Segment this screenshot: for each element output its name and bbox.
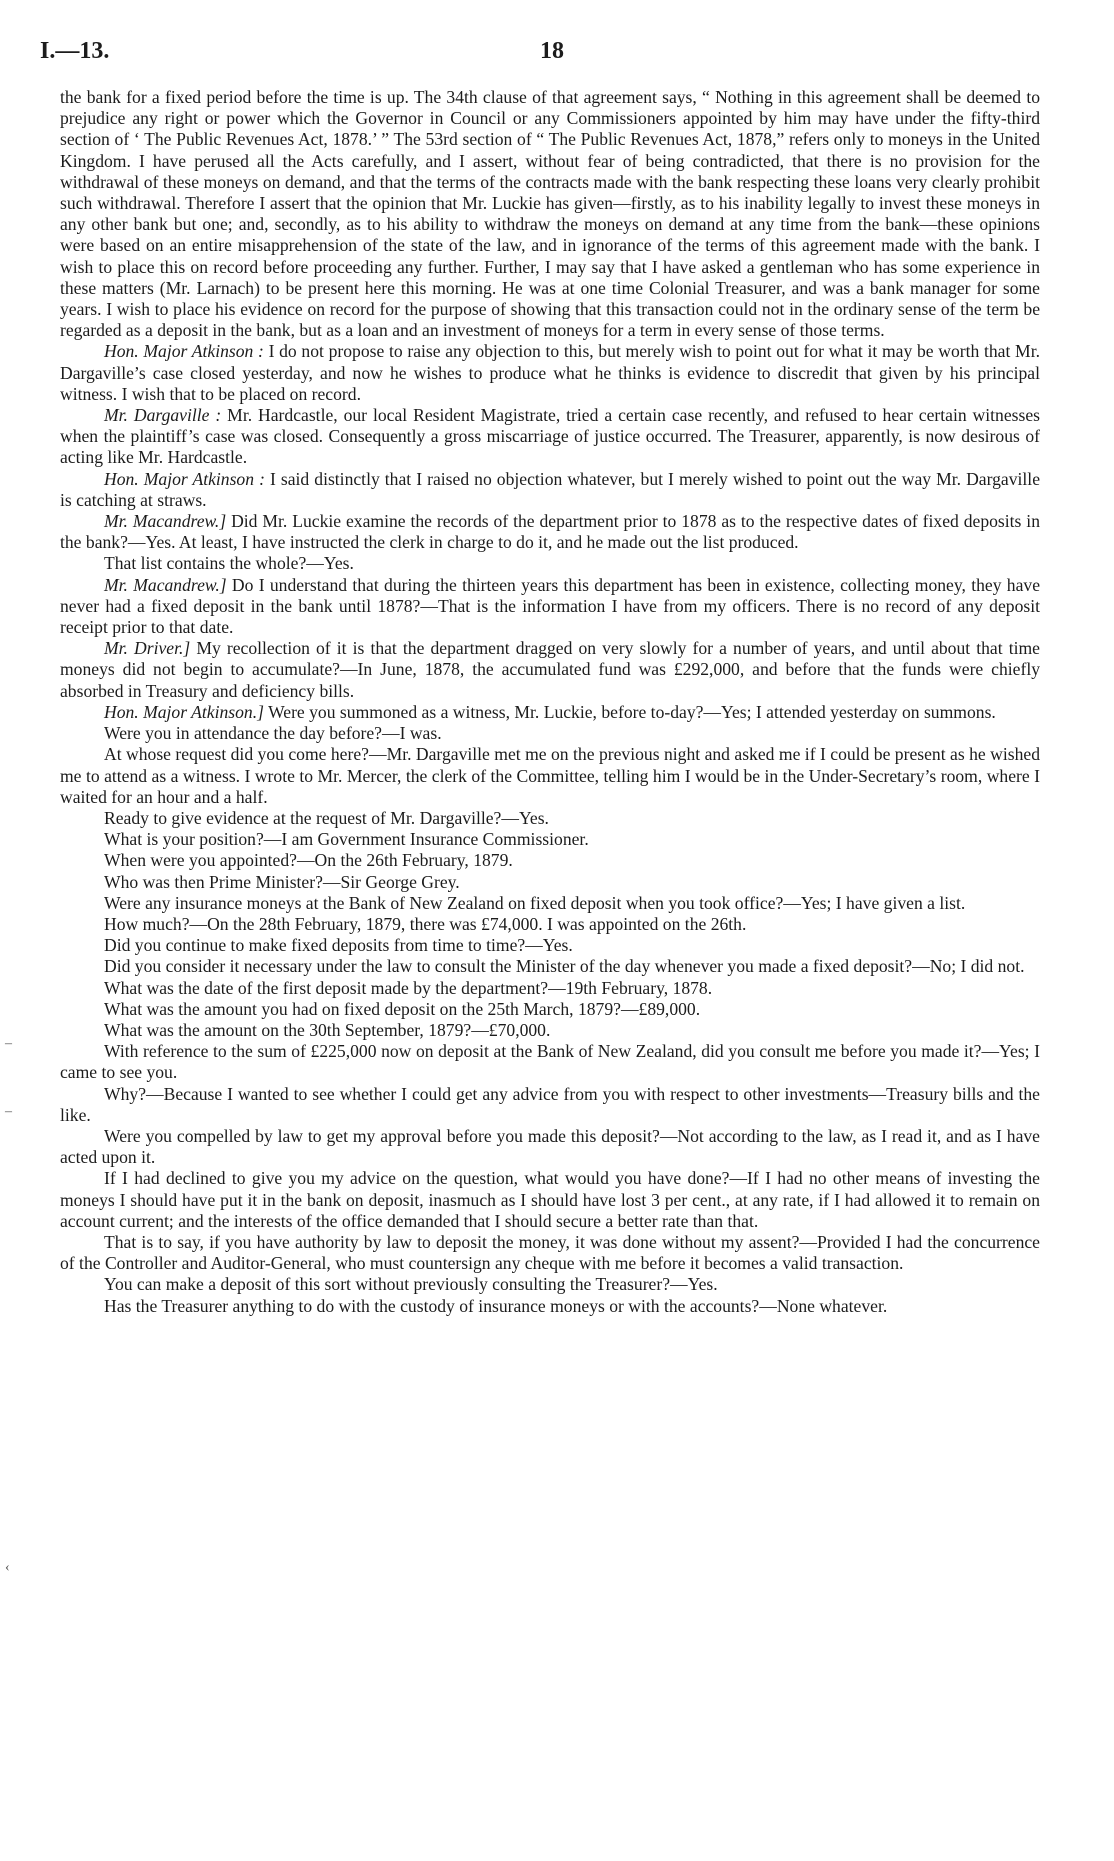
paper-reference: I.—13. [40, 38, 110, 64]
paragraph [60, 575, 1040, 639]
paragraph [60, 893, 1040, 914]
paragraph-text: With reference to the sum of £225,000 now on deposit at the Bank of New Zealand, did you consult me before you made it?—Yes; I came to see you. [60, 1041, 1040, 1083]
speaker: Mr. Driver.] [104, 638, 191, 659]
speaker: Mr. Dargaville : [104, 405, 222, 426]
document-body [60, 87, 1040, 1317]
paragraph-text: Mr. Hardcastle, our local Resident Magistrate, tried a certain case recently, and refused to hear certain witnesses when the plaintiff’s case was closed. Consequently a gross miscarriage of justice occurred. The Treasurer, apparently, is now desirous of acting like Mr. Hardcastle. [60, 405, 1040, 468]
margin-mark: ‒ [5, 1104, 12, 1119]
paragraph [60, 553, 1040, 574]
paragraph-text: I said distinctly that I raised no objection whatever, but I merely wished to point out the way Mr. Dargaville is catching at straws. [60, 468, 1040, 510]
speaker: Hon. Major Atkinson : [104, 468, 265, 489]
paragraph-text: Who was then Prime Minister?—Sir George Grey. [104, 871, 460, 892]
paragraph [60, 914, 1040, 935]
paragraph [60, 1168, 1040, 1232]
paragraph [60, 744, 1040, 808]
paragraph [60, 405, 1040, 469]
paragraph-text: What is your position?—I am Government Insurance Commissioner. [104, 829, 589, 850]
paragraph-text: That list contains the whole?—Yes. [104, 553, 354, 574]
paragraph [60, 341, 1040, 405]
paragraph-text: Did Mr. Luckie examine the records of the department prior to 1878 as to the respective dates of fixed deposits in the bank?—Yes. At least, I have instructed the clerk in charge to do it, and he made out the list produced. [60, 511, 1040, 553]
page-number: 18 [540, 38, 564, 64]
paragraph [60, 956, 1040, 977]
paragraph-text: How much?—On the 28th February, 1879, there was £74,000. I was appointed on the 26th. [104, 913, 747, 934]
speaker: Hon. Major Atkinson.] [104, 701, 264, 722]
paragraph [60, 702, 1040, 723]
paragraph [60, 1126, 1040, 1168]
paragraph-text: I do not propose to raise any objection to this, but merely wish to point out for what it may be worth that Mr. Dargaville’s case closed yesterday, and now he wishes to produce what he thinks is evidence to discredit that given by his principal witness. I wish that to be placed on record. [60, 341, 1040, 404]
speaker: Mr. Macandrew.] [104, 511, 227, 532]
paragraph-text: My recollection of it is that the department dragged on very slowly for a number of years, and until about that time moneys did not begin to accumulate?—In June, 1878, the accumulated fund was £292,000, and before that the funds were chiefly absorbed in Treasury and deficiency bills. [60, 638, 1040, 701]
margin-mark: ‒ [5, 1036, 12, 1051]
page-header [40, 38, 1048, 70]
paragraph [60, 1084, 1040, 1126]
paragraph-text: Has the Treasurer anything to do with the custody of insurance moneys or with the accounts?—None whatever. [104, 1295, 888, 1316]
paragraph [60, 1296, 1040, 1317]
speaker: Hon. Major Atkinson : [104, 341, 264, 362]
paragraph [60, 1274, 1040, 1295]
paragraph [60, 808, 1040, 829]
paragraph-text: That is to say, if you have authority by law to deposit the money, it was done without my assent?—Provided I had the concurrence of the Controller and Auditor-General, who must countersign any cheque with me before it becomes a valid transaction. [60, 1231, 1040, 1274]
paragraph-text: What was the amount on the 30th September, 1879?—£70,000. [104, 1019, 551, 1040]
paragraph-text: What was the date of the first deposit made by the department?—19th February, 1878. [104, 977, 713, 998]
paragraph-text: the bank for a fixed period before the time is up. The 34th clause of that agreement says, “ Nothing in this agreement shall be deemed to prejudice any right or power which the Governor in Council or any Commissioners appointed by him may have under the fifty-third section of ‘ The Public Revenues Act, 1878.’ ” The 53rd section of “ The Public Revenues Act, 1878,” refers only to moneys in the United Kingdom. I have perused all the Acts carefully, and I assert, without fear of being contradicted, that there is no provision for the withdrawal of these moneys on demand, and that the terms of the contracts made with the bank respecting these loans very clearly prohibit such withdrawal. Therefore I assert that the opinion that Mr. Luckie has given—firstly, as to his inability legally to invest these moneys in any other bank but one; and, secondly, as to his ability to withdraw the moneys on demand at any time from the bank—these opinions were based on an entire misapprehension of the state of the law, and in ignorance of the terms of this agreement made with the bank. I wish to place this on record before proceeding any further. Further, I may say that I have asked a gentleman who has some experience in these matters (Mr. Larnach) to be present here this morning. He was at one time Colonial Treasurer, and was a bank manager for some years. I wish to place his evidence on record for the purpose of showing that this transaction could not in the ordinary sense of the term be regarded as a deposit in the bank, but as a loan and an investment of moneys for a term in every sense of those terms. [60, 87, 1040, 341]
paragraph-text: What was the amount you had on fixed deposit on the 25th March, 1879?—£89,000. [104, 998, 701, 1019]
paragraph-text: Were you compelled by law to get my approval before you made this deposit?—Not according to the law, as I read it, and as I have acted upon it. [60, 1125, 1040, 1168]
paragraph-text: When were you appointed?—On the 26th February, 1879. [104, 850, 513, 871]
margin-mark: ‹ [5, 1560, 10, 1575]
paragraph-text: You can make a deposit of this sort without previously consulting the Treasurer?—Yes. [104, 1274, 718, 1295]
paragraph [60, 1232, 1040, 1274]
paragraph [60, 87, 1040, 341]
paragraph-text: Did you continue to make fixed deposits from time to time?—Yes. [104, 935, 573, 956]
paragraph-text: Were any insurance moneys at the Bank of New Zealand on fixed deposit when you took office?—Yes; I have given a list. [104, 892, 966, 913]
paragraph-text: Why?—Because I wanted to see whether I could get any advice from you with respect to other investments—Treasury bills and the like. [60, 1083, 1040, 1125]
paragraph-text: Did you consider it necessary under the law to consult the Minister of the day whenever you made a fixed deposit?—No; I did not. [104, 956, 1025, 977]
paragraph [60, 872, 1040, 893]
paragraph [60, 469, 1040, 511]
paragraph [60, 511, 1040, 553]
paragraph [60, 723, 1040, 744]
paragraph [60, 978, 1040, 999]
paragraph-text: Do I understand that during the thirteen years this department has been in existence, collecting money, they have never had a fixed deposit in the bank until 1878?—That is the information I have from my officers. There is no record of any deposit receipt prior to that date. [60, 574, 1040, 638]
paragraph [60, 829, 1040, 850]
paragraph [60, 850, 1040, 871]
paragraph [60, 1020, 1040, 1041]
paragraph-text: Were you in attendance the day before?—I was. [104, 723, 442, 744]
paragraph-text: Were you summoned as a witness, Mr. Luckie, before to-day?—Yes; I attended yesterday on summons. [263, 701, 996, 722]
paragraph [60, 999, 1040, 1020]
paragraph-text: If I had declined to give you my advice on the question, what would you have done?—If I had no other means of investing the moneys I should have put it in the bank on deposit, inasmuch as I should have lost 3 per cent., at any rate, if I had allowed it to remain on account current; and the interests of the office demanded that I should secure a better rate than that. [60, 1168, 1040, 1231]
paragraph-text: At whose request did you come here?—Mr. Dargaville met me on the previous night and asked me if I could be present as he wished me to attend as a witness. I wrote to Mr. Mercer, the clerk of the Committee, telling him I would be in the Under-Secretary’s room, where I waited for an hour and a half. [60, 744, 1040, 807]
paragraph [60, 1041, 1040, 1083]
paragraph [60, 935, 1040, 956]
speaker: Mr. Macandrew.] [104, 574, 227, 595]
paragraph-text: Ready to give evidence at the request of Mr. Dargaville?—Yes. [104, 807, 549, 828]
paragraph [60, 638, 1040, 702]
